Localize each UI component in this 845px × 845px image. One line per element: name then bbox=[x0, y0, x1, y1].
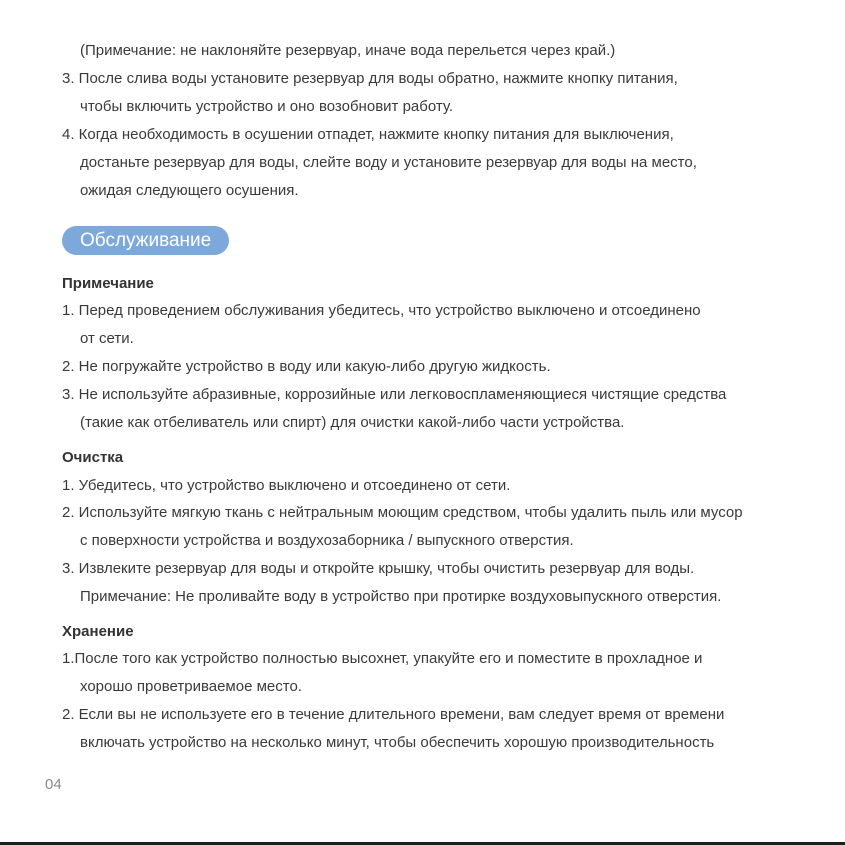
storage-item1-line2: хорошо проветриваемое место. bbox=[80, 678, 302, 695]
cleaning-item2-line2: с поверхности устройства и воздухозаборника / выпускного отверстия. bbox=[80, 532, 574, 549]
note-item2-line1: 2. Не погружайте устройство в воду или какую-либо другую жидкость. bbox=[62, 358, 551, 375]
intro-item4-line3: ожидая следующего осушения. bbox=[80, 182, 299, 199]
page-number: 04 bbox=[45, 776, 62, 793]
note-item3-line1: 3. Не используйте абразивные, коррозийные или легковоспламеняющиеся чистящие средства bbox=[62, 386, 727, 403]
intro-item3-line1: 3. После слива воды установите резервуар для воды обратно, нажмите кнопку питания, bbox=[62, 70, 678, 87]
storage-heading: Хранение bbox=[62, 623, 134, 640]
cleaning-item1-line1: 1. Убедитесь, что устройство выключено и отсоединено от сети. bbox=[62, 477, 511, 494]
storage-item1-line1: 1.После того как устройство полностью высохнет, упакуйте его и поместите в прохладное и bbox=[62, 650, 703, 667]
storage-item2-line2: включать устройство на несколько минут, чтобы обеспечить хорошую производительность bbox=[80, 734, 715, 751]
note-heading: Примечание bbox=[62, 275, 154, 292]
section-title-maintenance: Обслуживание bbox=[62, 226, 229, 255]
intro-note-line: (Примечание: не наклоняйте резервуар, иначе вода перельется через край.) bbox=[80, 42, 616, 59]
cleaning-heading: Очистка bbox=[62, 449, 124, 466]
note-item3-line2: (такие как отбеливатель или спирт) для очистки какой-либо части устройства. bbox=[80, 414, 625, 431]
intro-item3-line2: чтобы включить устройство и оно возобновит работу. bbox=[80, 98, 454, 115]
note-item1-line2: от сети. bbox=[80, 330, 134, 347]
intro-item4-line2: достаньте резервуар для воды, слейте воду и установите резервуар для воды на место, bbox=[80, 154, 697, 171]
intro-item4-line1: 4. Когда необходимость в осушении отпадет, нажмите кнопку питания для выключения, bbox=[62, 126, 674, 143]
note-item1-line1: 1. Перед проведением обслуживания убедитесь, что устройство выключено и отсоединено bbox=[62, 302, 701, 319]
storage-item2-line1: 2. Если вы не используете его в течение длительного времени, вам следует время от времени bbox=[62, 706, 725, 723]
cleaning-item2-line1: 2. Используйте мягкую ткань с нейтральным моющим средством, чтобы удалить пыль или мусор bbox=[62, 504, 743, 521]
cleaning-item3-line1: 3. Извлеките резервуар для воды и откройте крышку, чтобы очистить резервуар для воды. bbox=[62, 560, 695, 577]
cleaning-item3-line2: Примечание: Не проливайте воду в устройство при протирке воздуховыпускного отверстия. bbox=[80, 588, 722, 605]
